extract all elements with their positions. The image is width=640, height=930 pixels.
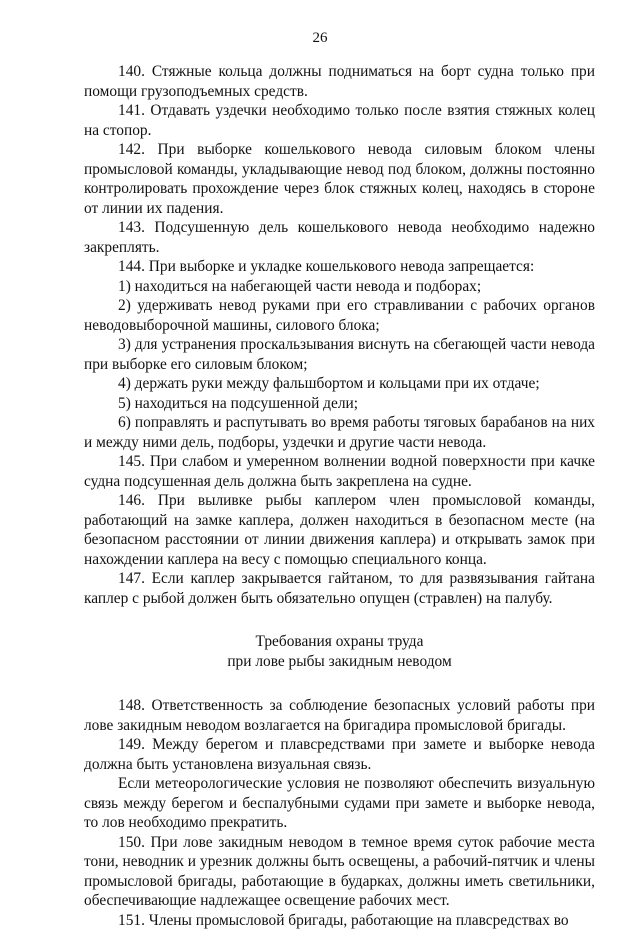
paragraph-149: 149. Между берегом и плавсредствами при замете и выборке невода должна быть установлена визуальная связь.: [84, 735, 595, 774]
list-item-6: 6) поправлять и распутывать во время работы тяговых барабанов на них и между ними дель, подборы, уздечки и другие части невода.: [84, 413, 595, 452]
paragraph-144: 144. При выборке и укладке кошелькового невода запрещается:: [84, 257, 595, 277]
paragraph-148: 148. Ответственность за соблюдение безопасных условий работы при лове закидным неводом возлагается на бригадира промысловой бригады.: [84, 696, 595, 735]
paragraph-151: 151. Члены промысловой бригады, работающие на плавсредствах во: [84, 911, 595, 930]
list-item-4: 4) держать руки между фальшбортом и кольцами при их отдаче;: [84, 374, 595, 394]
paragraph-141: 141. Отдавать уздечки необходимо только после взятия стяжных колец на стопор.: [84, 101, 595, 140]
section-heading-line-1: Требования охраны труда: [84, 632, 595, 652]
list-item-3: 3) для устранения проскальзывания виснуть на сбегающей части невода при выборке его силовым блоком;: [84, 335, 595, 374]
paragraph-150: 150. При лове закидным неводом в темное время суток рабочие места тони, неводник и урезник должны быть освещены, а рабочий-пятчик и члены промысловой бригады, работающие в бударках, должны иметь светильники, обеспечивающие надлежащее освещение рабочих мест.: [84, 833, 595, 911]
list-item-2: 2) удерживать невод руками при его стравливании с рабочих органов неводовыборочной машины, силового блока;: [84, 296, 595, 335]
document-body: [84, 62, 595, 930]
paragraph-145: 145. При слабом и умеренном волнении водной поверхности при качке судна подсушенная дель должна быть закреплена на судне.: [84, 452, 595, 491]
paragraph-143: 143. Подсушенную дель кошелькового невода необходимо надежно закреплять.: [84, 218, 595, 257]
paragraph-146: 146. При выливке рыбы каплером член промысловой команды, работающий на замке каплера, должен находиться в безопасном месте (на безопасном расстоянии от линии движения каплера) и открывать замок при нахождении каплера на весу с помощью специального конца.: [84, 491, 595, 569]
paragraph-149-note: Если метеорологические условия не позволяют обеспечить визуальную связь между берегом и беспалубными судами при замете и выборке невода, то лов необходимо прекратить.: [84, 774, 595, 833]
paragraph-140: 140. Стяжные кольца должны подниматься на борт судна только при помощи грузоподъемных средств.: [84, 62, 595, 101]
list-item-5: 5) находиться на подсушенной дели;: [84, 394, 595, 414]
section-heading-line-2: при лове рыбы закидным неводом: [84, 652, 595, 672]
section-heading: [84, 632, 595, 671]
paragraph-142: 142. При выборке кошелькового невода силовым блоком члены промысловой команды, укладывающие невод под блоком, должны постоянно контролировать прохождение через блок стяжных колец, находясь в стороне от линии их падения.: [84, 140, 595, 218]
page-number: 26: [0, 30, 640, 47]
list-item-1: 1) находиться на набегающей части невода и подборах;: [84, 277, 595, 297]
paragraph-147: 147. Если каплер закрывается гайтаном, то для развязывания гайтана каплер с рыбой должен быть обязательно опущен (стравлен) на палубу.: [84, 569, 595, 608]
